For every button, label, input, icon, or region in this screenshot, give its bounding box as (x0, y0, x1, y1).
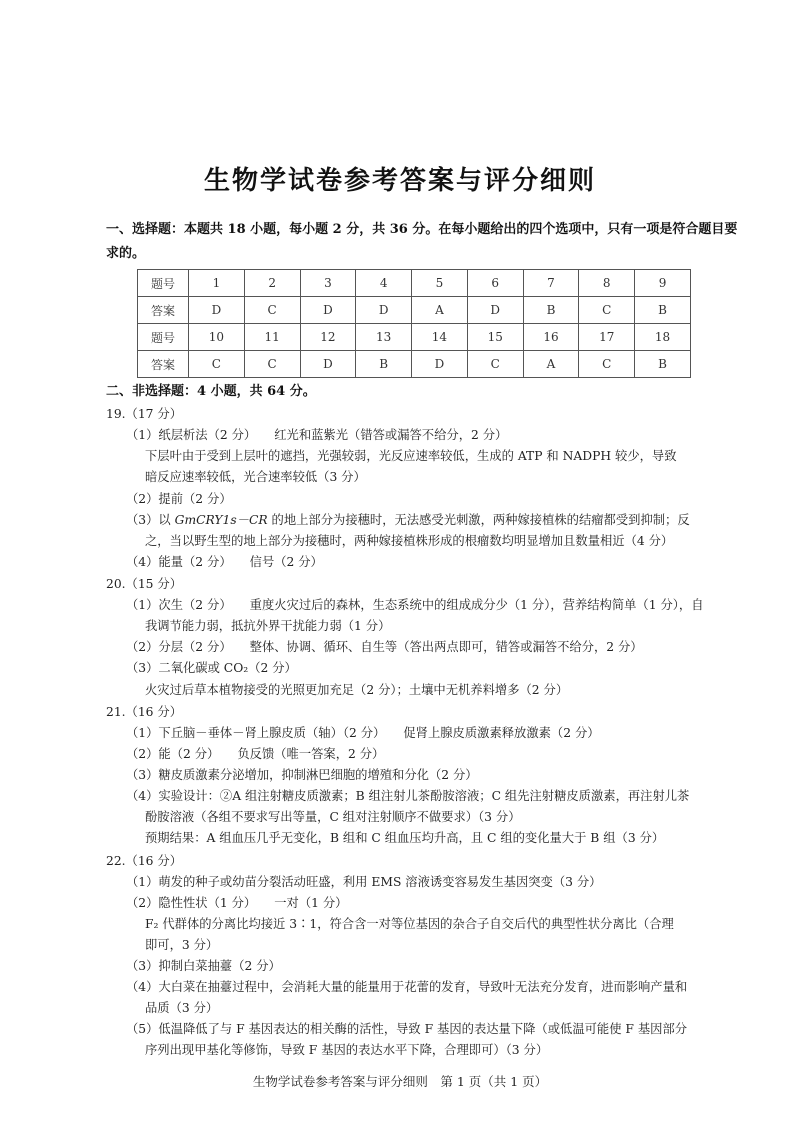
answer-cell: A (412, 297, 468, 324)
q20-header: 20.（15 分） (106, 577, 183, 591)
table-row (138, 351, 691, 378)
question-number-cell: 11 (244, 324, 300, 351)
answer-cell: C (244, 351, 300, 378)
q19-answer-line: 下层叶由于受到上层叶的遮挡，光强较弱，光反应速率较低，生成的 ATP 和 NADPH 较少，导致 (145, 449, 677, 463)
q22-answer-line: F₂ 代群体的分离比均接近 3∶1，符合含一对等位基因的杂合子自交后代的典型性状分离比（合理 (145, 917, 674, 931)
q21-answer-line: （4）实验设计：②A 组注射糖皮质激素；B 组注射儿茶酚胺溶液；C 组先注射糖皮质激素，再注射儿茶 (126, 789, 690, 803)
section2-heading: 二、非选择题：4 小题，共 64 分。 (106, 384, 316, 399)
answer-cell: C (189, 351, 245, 378)
q21-answer-line: 预期结果：A 组血压几乎无变化，B 组和 C 组血压均升高，且 C 组的变化量大于 B 组（3 分） (145, 831, 665, 845)
question-number-cell: 4 (356, 270, 412, 297)
q19-header: 19.（17 分） (106, 407, 183, 421)
page-title: 生物学试卷参考答案与评分细则 (203, 166, 596, 196)
question-number-cell: 2 (244, 270, 300, 297)
q22-answer-line: （1）萌发的种子或幼苗分裂活动旺盛，利用 EMS 溶液诱变容易发生基因突变（3 分） (126, 875, 602, 889)
question-number-cell: 6 (467, 270, 523, 297)
q19-answer-line: （4）能量（2 分） 信号（2 分） (126, 555, 323, 569)
table-row (138, 270, 691, 297)
q20-answer-line: 我调节能力弱，抵抗外界干扰能力弱（1 分） (145, 619, 391, 633)
question-number-cell: 17 (579, 324, 635, 351)
question-number-cell: 15 (467, 324, 523, 351)
answer-cell: D (467, 297, 523, 324)
question-number-cell: 5 (412, 270, 468, 297)
answer-cell: C (579, 351, 635, 378)
q21-header: 21.（16 分） (106, 705, 183, 719)
q22-answer-line: （5）低温降低了与 F 基因表达的相关酶的活性，导致 F 基因的表达量下降（或低温可能使 F 基因部分 (126, 1022, 688, 1036)
answer-cell: C (244, 297, 300, 324)
answer-table (137, 269, 691, 378)
question-number-cell: 7 (523, 270, 579, 297)
q22-header: 22.（16 分） (106, 854, 183, 868)
q20-answer-line: （1）次生（2 分） 重度火灾过后的森林，生态系统中的组成成分少（1 分），营养结构简单（1 分），自 (126, 598, 704, 612)
question-number-cell: 10 (189, 324, 245, 351)
section1-instructions-line2: 求的。 (106, 246, 146, 261)
table-header-cell: 答案 (138, 297, 189, 324)
page-footer: 生物学试卷参考答案与评分细则 第 1 页（共 1 页） (252, 1074, 548, 1089)
answer-cell: B (523, 297, 579, 324)
q19-answer-line: 暗反应速率较低，光合速率较低（3 分） (145, 470, 366, 484)
answer-cell: D (412, 351, 468, 378)
answer-cell: C (579, 297, 635, 324)
answer-cell: A (523, 351, 579, 378)
q22-answer-line: （2）隐性性状（1 分） 一对（1 分） (126, 896, 348, 910)
question-number-cell: 13 (356, 324, 412, 351)
q19-answer-line: （3）以 GmCRY1s－CR 的地上部分为接穗时，无法感受光刺激，两种嫁接植株的结瘤都受到抑制；反 (126, 513, 690, 527)
q20-answer-line: （3）二氧化碳或 CO₂（2 分） (126, 661, 297, 675)
q19-answer-line: （1）纸层析法（2 分） 红光和蓝紫光（错答或漏答不给分，2 分） (126, 428, 508, 442)
table-header-cell: 答案 (138, 351, 189, 378)
q21-answer-line: 酚胺溶液（各组不要求写出等量，C 组对注射顺序不做要求）（3 分） (145, 810, 521, 824)
q21-answer-line: （2）能（2 分） 负反馈（唯一答案，2 分） (126, 747, 385, 761)
answer-cell: D (300, 351, 356, 378)
question-number-cell: 8 (579, 270, 635, 297)
q20-answer-line: （2）分层（2 分） 整体、协调、循环、自生等（答出两点即可，错答或漏答不给分，2 分） (126, 640, 643, 654)
answer-cell: D (300, 297, 356, 324)
question-number-cell: 9 (635, 270, 691, 297)
question-number-cell: 16 (523, 324, 579, 351)
q22-answer-line: 品质（3 分） (145, 1001, 219, 1015)
table-row (138, 324, 691, 351)
q21-answer-line: （3）糖皮质激素分泌增加，抑制淋巴细胞的增殖和分化（2 分） (126, 768, 478, 782)
question-number-cell: 14 (412, 324, 468, 351)
q22-answer-line: （3）抑制白菜抽薹（2 分） (126, 959, 281, 973)
answer-cell: B (635, 297, 691, 324)
q21-answer-line: （1）下丘脑－垂体－肾上腺皮质（轴）（2 分） 促肾上腺皮质激素释放激素（2 分） (126, 726, 600, 740)
answer-cell: C (467, 351, 523, 378)
answer-cell: D (189, 297, 245, 324)
q20-answer-line: 火灾过后草本植物接受的光照更加充足（2 分）；土壤中无机养料增多（2 分） (145, 683, 569, 697)
question-number-cell: 3 (300, 270, 356, 297)
table-row (138, 297, 691, 324)
answer-cell: B (635, 351, 691, 378)
answer-cell: B (356, 351, 412, 378)
table-header-cell: 题号 (138, 324, 189, 351)
q22-answer-line: 即可，3 分） (145, 938, 219, 952)
question-number-cell: 18 (635, 324, 691, 351)
q22-answer-line: （4）大白菜在抽薹过程中，会消耗大量的能量用于花蕾的发育，导致叶无法充分发育，进而影响产量和 (126, 980, 688, 994)
q22-answer-line: 序列出现甲基化等修饰，导致 F 基因的表达水平下降，合理即可）（3 分） (145, 1043, 549, 1057)
q19-answer-line: 之，当以野生型的地上部分为接穗时，两种嫁接植株形成的根瘤数均明显增加且数量相近（4 分） (145, 534, 674, 548)
table-header-cell: 题号 (138, 270, 189, 297)
section1-instructions-line1: 一、选择题：本题共 18 小题，每小题 2 分，共 36 分。在每小题给出的四个选项中，只有一项是符合题目要 (106, 222, 738, 237)
answer-cell: D (356, 297, 412, 324)
question-number-cell: 1 (189, 270, 245, 297)
question-number-cell: 12 (300, 324, 356, 351)
q19-answer-line: （2）提前（2 分） (126, 492, 232, 506)
